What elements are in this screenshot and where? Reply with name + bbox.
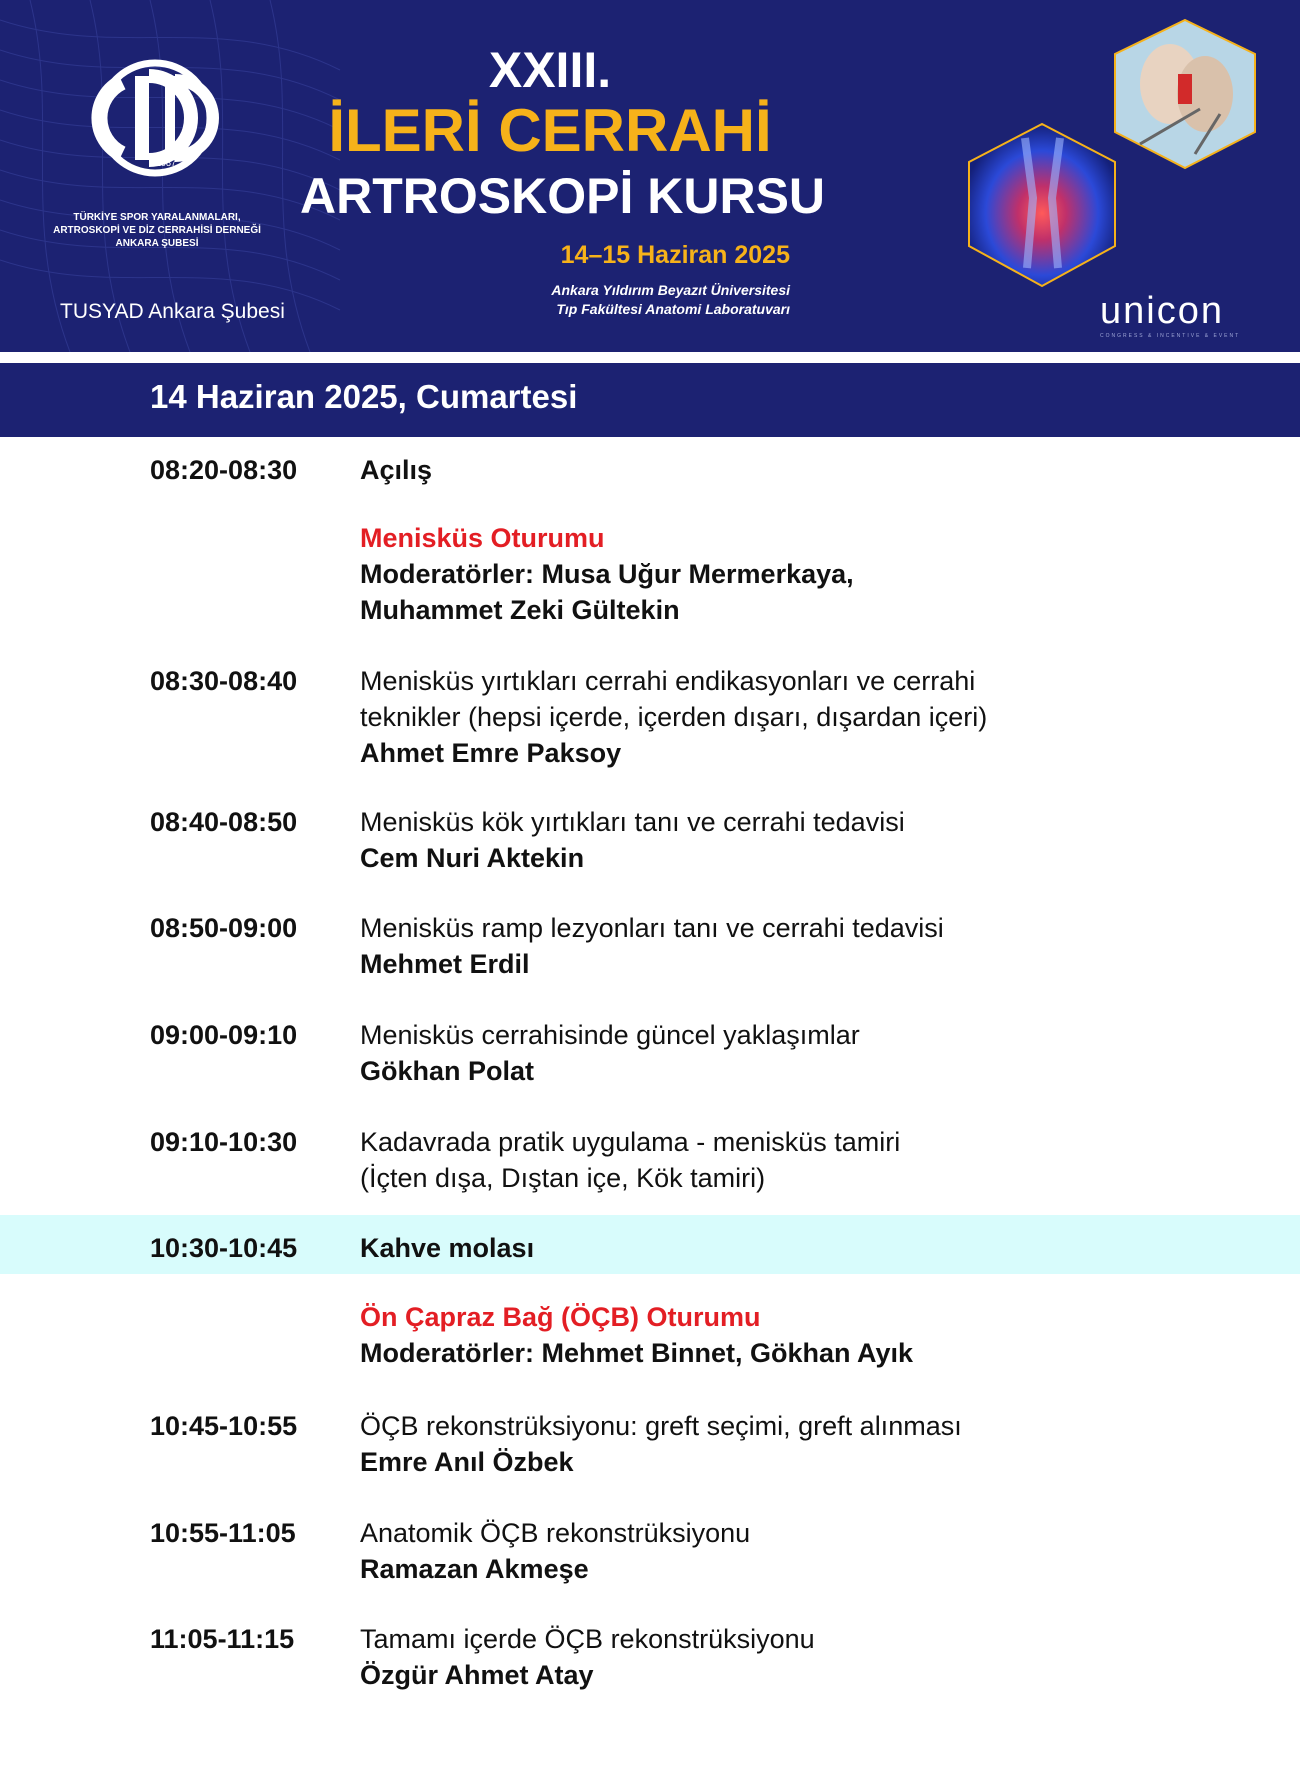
speaker-name: Özgür Ahmet Atay (360, 1660, 594, 1690)
speaker-name: Mehmet Erdil (360, 949, 530, 979)
org-line: TÜRKİYE SPOR YARALANMALARI, (73, 212, 241, 223)
talk-title: Kahve molası (360, 1233, 535, 1263)
time-slot: 08:30-08:40 (150, 666, 298, 696)
logo-year: 1987 (156, 158, 177, 168)
venue-line: Tıp Fakültesi Anatomi Laboratuvarı (556, 301, 790, 317)
speaker-name: Emre Anıl Özbek (360, 1447, 574, 1477)
speaker-name: Ramazan Akmeşe (360, 1554, 589, 1584)
venue-line: Ankara Yıldırım Beyazıt Üniversitesi (551, 282, 790, 298)
time-slot: 09:10-10:30 (150, 1127, 298, 1157)
time-slot: 08:40-08:50 (150, 807, 298, 837)
organization-name (32, 211, 282, 250)
org-line: ARTROSKOPİ VE DİZ CERRAHİSİ DERNEĞİ (53, 225, 261, 236)
talk-title: Anatomik ÖÇB rekonstrüksiyonu (360, 1518, 751, 1548)
sponsor-tagline: CONGRESS & INCENTIVE & EVENT (1100, 333, 1241, 339)
talk-title: Menisküs cerrahisinde güncel yaklaşımlar (360, 1020, 860, 1050)
time-slot: 11:05-11:15 (150, 1624, 295, 1654)
time-slot: 08:50-09:00 (150, 913, 298, 943)
talk-title: Kadavrada pratik uygulama - menisküs tamiri (360, 1127, 901, 1157)
day-header (0, 363, 1300, 437)
speaker-name: Ahmet Emre Paksoy (360, 738, 622, 768)
session-title: Menisküs Oturumu (360, 523, 605, 553)
session-title: Ön Çapraz Bağ (ÖÇB) Oturumu (360, 1302, 761, 1332)
talk-title: teknikler (hepsi içerde, içerden dışarı, dışardan içeri) (360, 702, 988, 732)
talk-title: (İçten dışa, Dıştan içe, Kök tamiri) (360, 1163, 766, 1193)
sponsor-logo (1100, 292, 1260, 339)
time-slot: 10:30-10:45 (150, 1233, 298, 1263)
course-title-line: ARTROSKOPİ KURSU (300, 168, 826, 224)
edition-number: XXIII. (488, 42, 612, 98)
knee-surgery-hex-image (1100, 14, 1270, 174)
moderators: Moderatörler: Musa Uğur Mermerkaya, (360, 559, 854, 589)
course-title-line: İLERİ CERRAHİ (328, 97, 772, 164)
talk-title: Menisküs yırtıkları cerrahi endikasyonları ve cerrahi (360, 666, 976, 696)
header-banner (0, 0, 1300, 352)
time-slot: 10:55-11:05 (150, 1518, 296, 1548)
day-label: 14 Haziran 2025, Cumartesi (150, 378, 578, 415)
moderators: Muhammet Zeki Gültekin (360, 595, 680, 625)
talk-title: Menisküs kök yırtıkları tanı ve cerrahi tedavisi (360, 807, 905, 837)
speaker-name: Gökhan Polat (360, 1056, 535, 1086)
talk-title: Tamamı içerde ÖÇB rekonstrüksiyonu (360, 1624, 815, 1654)
time-slot: 09:00-09:10 (150, 1020, 298, 1050)
org-line: ANKARA ŞUBESİ (115, 238, 199, 249)
course-venue (300, 281, 790, 319)
tusyad-logo (60, 58, 260, 228)
talk-title: Menisküs ramp lezyonları tanı ve cerrahi tedavisi (360, 913, 944, 943)
branch-label: TUSYAD Ankara Şubesi (60, 300, 285, 323)
moderators: Moderatörler: Mehmet Binnet, Gökhan Ayık (360, 1338, 914, 1368)
talk-title: Açılış (360, 455, 433, 485)
time-slot: 10:45-10:55 (150, 1411, 298, 1441)
talk-title: ÖÇB rekonstrüksiyonu: greft seçimi, greft alınması (360, 1411, 962, 1441)
speaker-name: Cem Nuri Aktekin (360, 843, 585, 873)
course-date: 14–15 Haziran 2025 (560, 241, 790, 269)
time-slot: 08:20-08:30 (150, 455, 298, 485)
sponsor-name: unicon (1100, 290, 1224, 332)
